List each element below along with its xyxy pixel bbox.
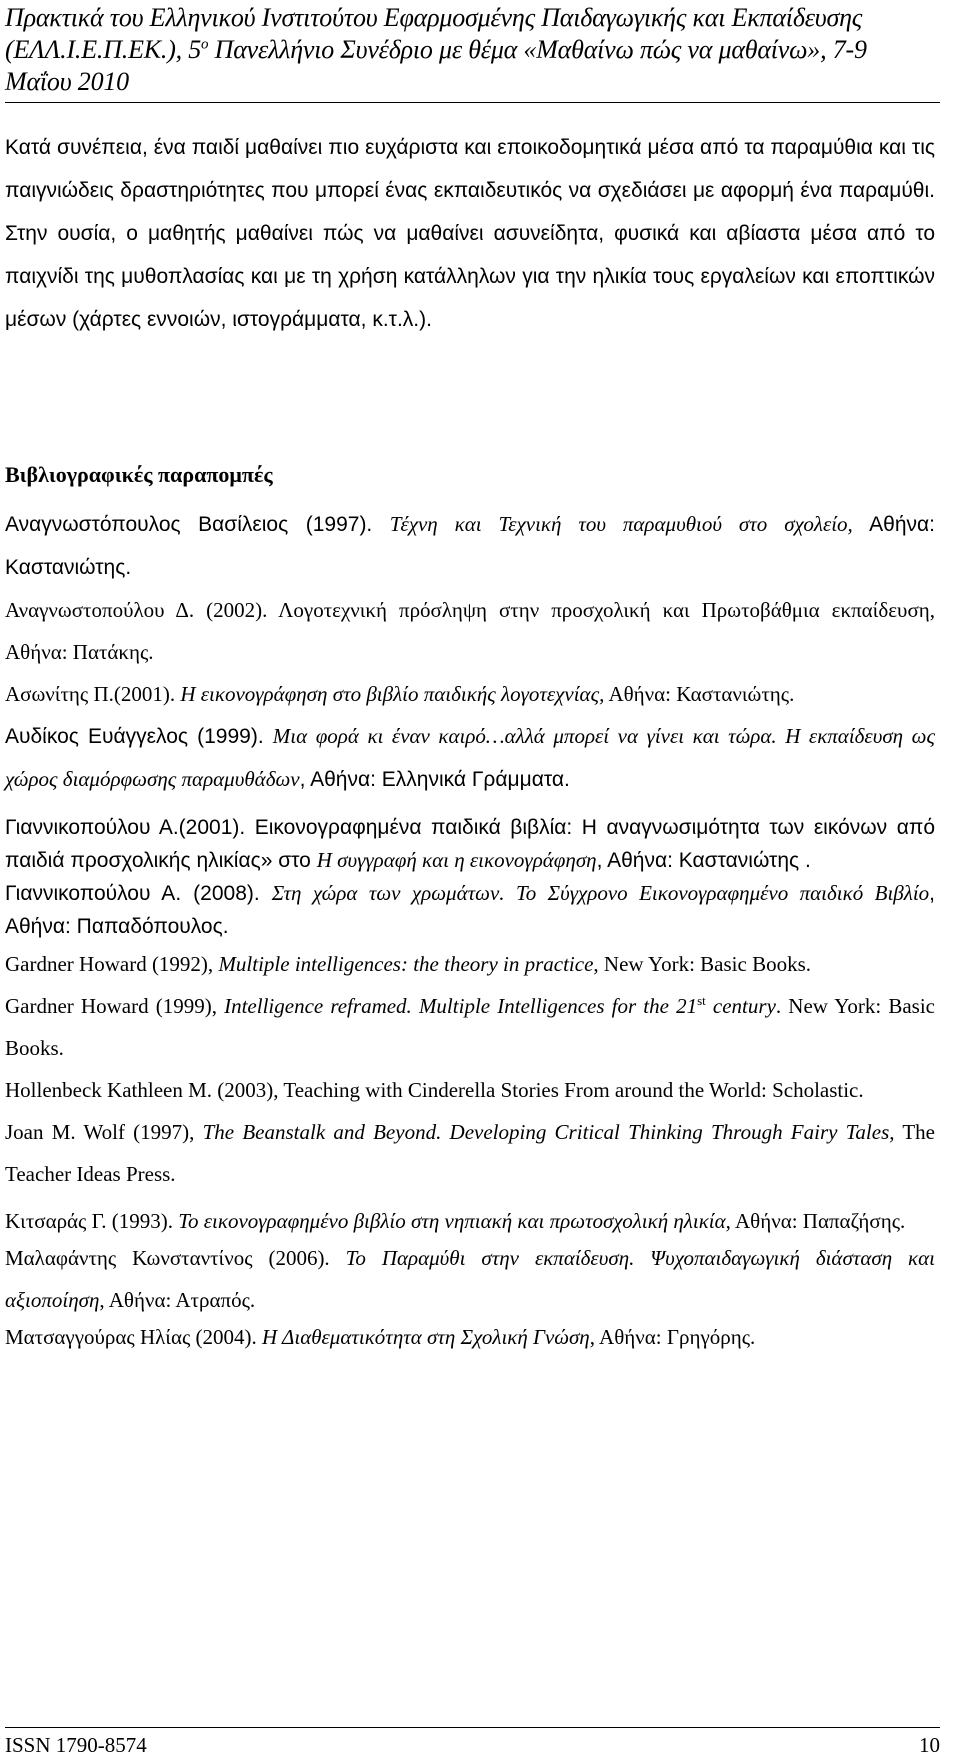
references-heading: Βιβλιογραφικές παραπομπές bbox=[5, 462, 273, 487]
footer-rule bbox=[5, 1727, 940, 1728]
reference-item: Κιτσαράς Γ. (1993). Το εικονογραφημένο βιβλίο στη νηπιακή και πρωτοσχολική ηλικία, Αθήνα: Παπαζήσης. bbox=[5, 1209, 906, 1233]
page-number: 10 bbox=[919, 1733, 940, 1757]
reference-item: Joan M. Wolf (1997), The Beanstalk and Beyond. Developing Critical Thinking Through Fairy Tales, The Teacher Ideas Press. bbox=[5, 1120, 935, 1186]
reference-item: Ματσαγγούρας Ηλίας (2004). Η Διαθεματικότητα στη Σχολική Γνώση, Αθήνα: Γρηγόρης. bbox=[5, 1325, 756, 1349]
reference-item: Γιαννικοπούλου Α. (2008). Στη χώρα των χρωμάτων. Το Σύγχρονο Εικονογραφημένο παιδικό Βιβλίο, Αθήνα: Παπαδόπουλος. bbox=[5, 881, 936, 938]
issn-label: ISSN 1790-8574 bbox=[5, 1733, 147, 1757]
body-paragraph: Κατά συνέπεια, ένα παιδί μαθαίνει πιο ευχάριστα και εποικοδομητικά μέσα από τα παραμύθια και τις παιγνιώδεις δραστηριότητες που μπορεί ένας εκπαιδευτικός να σχεδιάσει με αφορμή ένα παραμύθι. Στην ουσία, ο μαθητής μαθαίνει πώς να μαθαίνει ασυνείδητα, φυσικά και αβίαστα μέσα από το παιχνίδι της μυθοπλασίας και με τη χρήση κατάλληλων για την ηλικία τους εργαλείων και εποπτικών μέσων (χάρτες εννοιών, ιστογράμματα, κ.τ.λ.). bbox=[5, 136, 935, 331]
reference-item: Μαλαφάντης Κωνσταντίνος (2006). Το Παραμύθι στην εκπαίδευση. Ψυχοπαιδαγωγική διάσταση και αξιοποίηση, Αθήνα: Ατραπός. bbox=[5, 1246, 935, 1312]
reference-item: Ασωνίτης Π.(2001). Η εικονογράφηση στο βιβλίο παιδικής λογοτεχνίας, Αθήνα: Καστανιώτης. bbox=[5, 682, 795, 706]
reference-item: Gardner Howard (1992), Multiple intelligences: the theory in practice, New York: Basic Books. bbox=[5, 952, 812, 976]
reference-item: Γιαννικοπούλου Α.(2001). Εικονογραφημένα παιδικά βιβλία: Η αναγνωσιμότητα των εικόνων από παιδιά προσχολικής ηλικίας» στο Η συγγραφή και η εικονογράφηση, Αθήνα: Καστανιώτης . bbox=[5, 816, 935, 872]
reference-item: Αναγνωστοπούλου Δ. (2002). Λογοτεχνική πρόσληψη στην προσχολική και Πρωτοβάθμια εκπαίδευση, Αθήνα: Πατάκης. bbox=[5, 598, 935, 664]
header-line-1: Πρακτικά του Ελληνικού Ινστιτούτου Εφαρμοσμένης Παιδαγωγικής και Εκπαίδευσης bbox=[5, 3, 863, 32]
page-footer bbox=[5, 1732, 940, 1758]
references-list bbox=[5, 503, 935, 1353]
header-line-2: (ΕΛΛ.Ι.Ε.Π.ΕΚ.), $5^o$ Πανελλήνιο Συνέδριο με θέμα «Μαθαίνω πώς να μαθαίνω», 7-9 bbox=[5, 35, 867, 64]
reference-item: Αναγνωστόπουλος Βασίλειος (1997). Τέχνη και Τεχνική του παραμυθιού στο σχολείο, Αθήνα: Καστανιώτης. bbox=[5, 512, 935, 579]
reference-item: Αυδίκος Ευάγγελος (1999). Μια φορά κι έναν καιρό…αλλά μπορεί να γίνει και τώρα. Η εκπαίδευση ως χώρος διαμόρφωσης παραμυθάδων, Αθήνα: Ελληνικά Γράμματα. bbox=[5, 724, 935, 791]
reference-item: Hollenbeck Kathleen M. (2003), Teaching with Cinderella Stories From around the World: Scholastic. bbox=[5, 1078, 864, 1102]
reference-item: Gardner Howard (1999), Intelligence reframed. Multiple Intelligences for the 21st century. New York: Basic Books. bbox=[5, 993, 935, 1060]
header-line-3: Μαΐου 2010 bbox=[5, 67, 129, 96]
header-rule bbox=[5, 102, 940, 103]
running-header bbox=[5, 2, 940, 98]
